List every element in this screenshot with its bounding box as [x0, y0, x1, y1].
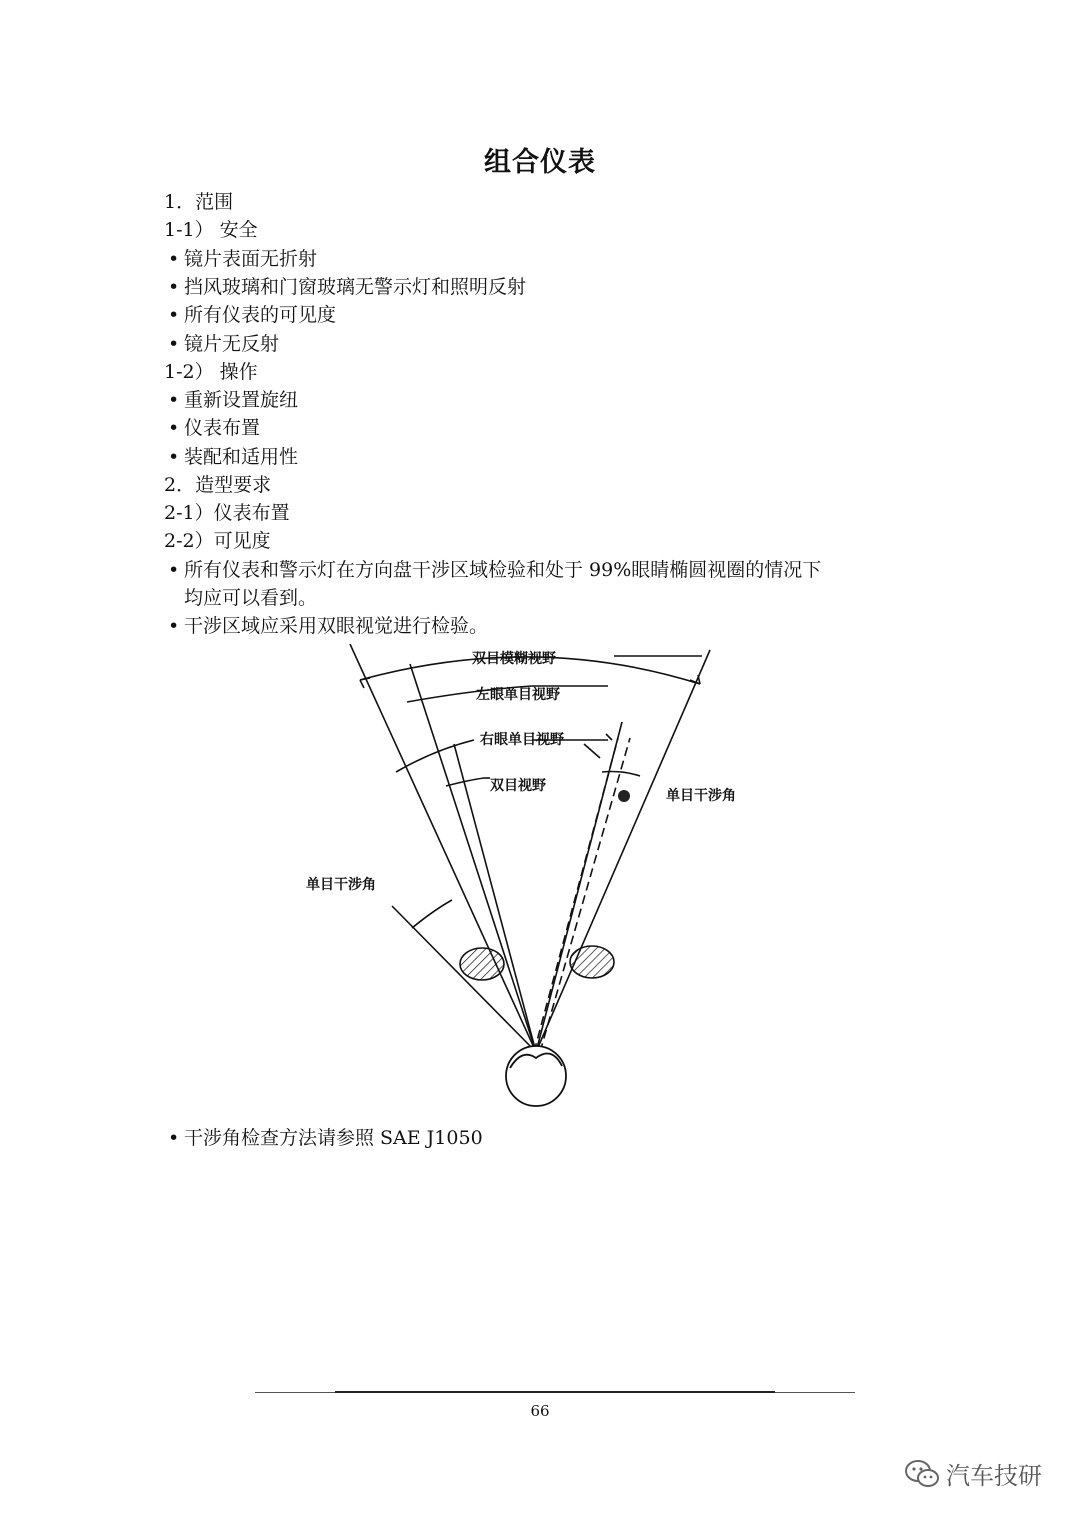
page-number: 66 — [530, 1402, 550, 1420]
section-2-1: 2-1）仪表布置 — [164, 502, 290, 524]
section-2-2: 2-2）可见度 — [164, 530, 271, 552]
list-item: • 仪表布置 — [168, 417, 261, 439]
label-right-mono: 右眼单目视野 — [480, 732, 564, 748]
section-1-1: 1-1） 安全 — [164, 219, 258, 241]
list-item: • 镜片表面无折射 — [168, 248, 318, 270]
watermark — [904, 1456, 1042, 1491]
list-item: • 挡风玻璃和门窗玻璃无警示灯和照明反射 — [168, 276, 527, 298]
label-mono-interference-right: 单目干涉角 — [666, 788, 736, 804]
label-left-mono: 左眼单目视野 — [476, 687, 560, 703]
eye-icon — [506, 1046, 566, 1106]
visual-field-diagram — [264, 644, 810, 1112]
list-item: • 干涉区域应采用双眼视觉进行检验。 — [168, 615, 489, 637]
wechat-icon — [904, 1459, 940, 1489]
label-binocular-blur: 双目模糊视野 — [472, 651, 556, 667]
label-mono-interference-left: 单目干涉角 — [306, 877, 376, 893]
left-rim-section — [460, 948, 504, 980]
list-item: • 干涉角检查方法请参照 SAE J1050 — [168, 1127, 483, 1149]
list-item-continuation: 均应可以看到。 — [184, 587, 318, 609]
page-title: 组合仪表 — [484, 147, 596, 178]
label-binocular: 双目视野 — [490, 778, 546, 794]
list-item: • 重新设置旋纽 — [168, 389, 299, 411]
list-item: • 所有仪表和警示灯在方向盘干涉区域检验和处于 99%眼睛椭圆视圈的情况下 — [168, 559, 822, 581]
list-item: • 装配和适用性 — [168, 446, 299, 468]
list-item: • 所有仪表的可见度 — [168, 304, 337, 326]
obstacle-dot — [618, 790, 630, 802]
footer-rule-thick — [335, 1391, 775, 1393]
section-1: 1．范围 — [164, 191, 234, 213]
section-2: 2．造型要求 — [164, 474, 272, 496]
watermark-text: 汽车技研 — [946, 1462, 1042, 1490]
section-1-2: 1-2） 操作 — [164, 361, 258, 383]
field-line — [350, 644, 536, 1052]
right-rim-section — [570, 946, 614, 978]
list-item: • 镜片无反射 — [168, 333, 280, 355]
